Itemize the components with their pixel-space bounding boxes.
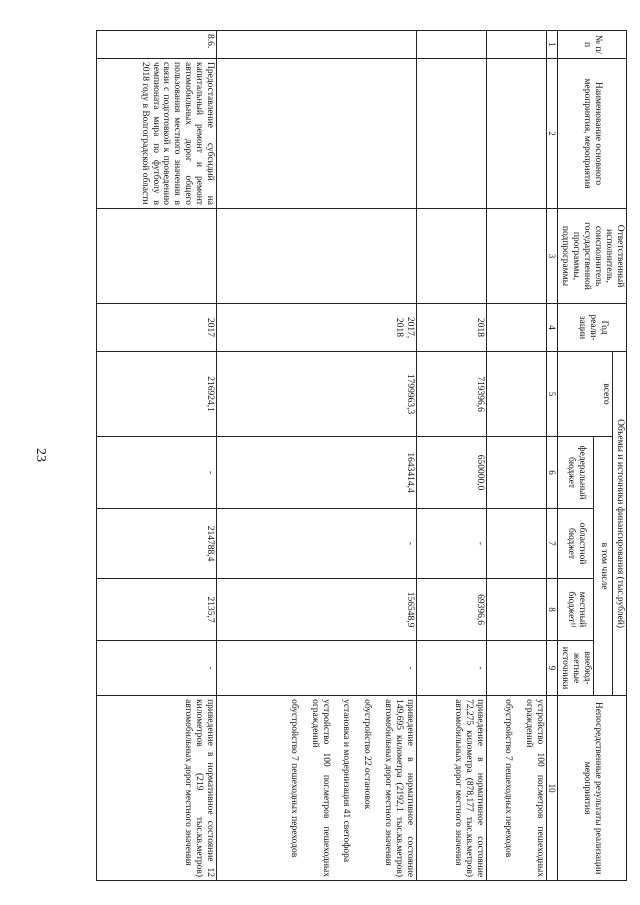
regional-cell: 214788,4: [97, 509, 217, 579]
local-cell: 69396,6: [417, 579, 487, 641]
header-num: № п/п: [558, 31, 627, 59]
result-item: приведение в нормативное состояние 12 километров (219 тыс.кв.метров) автомобильных дорог местного значения: [183, 699, 216, 878]
table-row: [487, 31, 547, 881]
results-cell: [97, 696, 217, 881]
total-cell: 1799963,3: [217, 352, 417, 437]
col-number: 9: [547, 641, 558, 696]
header-results: Непосредственные результаты реализации мероприятия: [558, 696, 627, 881]
col-number: 3: [547, 209, 558, 304]
header-extra: внебюд- жетные источники: [558, 641, 594, 696]
col-number: 6: [547, 437, 558, 509]
header-executor: Ответственный исполнитель, соисполнитель государственной программы, подпрограммы: [558, 209, 627, 304]
header-year: Год реали- зации: [558, 304, 627, 352]
col-number: 10: [547, 696, 558, 881]
results-cell: [487, 696, 547, 881]
rotated-page-content: [57, 30, 627, 880]
header-financing: Объемы и источники финансирования (тыс.рублей): [613, 352, 627, 696]
total-cell: 216924,1: [97, 352, 217, 437]
table-row: [417, 31, 487, 881]
page-number: 23: [33, 448, 48, 462]
year-cell: 2018: [417, 304, 487, 352]
extra-cell: -: [417, 641, 487, 696]
result-item: обустройство 7 пешеходных переходов: [503, 699, 514, 858]
header-federal: федеральный бюджет: [558, 437, 594, 509]
column-numbers-row: [547, 31, 558, 881]
result-item: приведение в нормативное состояние 72,275 километра (878,177 тыс.кв.метров) автомобильных дорог местного значения: [453, 699, 486, 878]
regional-cell: -: [417, 509, 487, 579]
year-cell: 2017: [97, 304, 217, 352]
col-number: 1: [547, 31, 558, 59]
results-cell: [217, 696, 417, 881]
local-cell: 2135,7: [97, 579, 217, 641]
header-including: в том числе: [594, 437, 613, 696]
table-row: [217, 31, 417, 881]
row-number-cell: 8.6.: [97, 31, 217, 59]
year-cell: 2017, 2018: [217, 304, 417, 352]
total-cell: 719396,6: [417, 352, 487, 437]
col-number: 7: [547, 509, 558, 579]
header-total: всего: [558, 352, 613, 437]
activity-name-cell: Предоставление субсидий на капитальный ремонт и ремонт автомобильных дорог общего пользования местного значения в связи с подготовкой к проведению чемпионата мира по футболу в 2018 году в Волгоградской области: [97, 59, 217, 209]
result-item: приведение в нормативное состояние 149,695 километра (2192,1 тыс.кв.метров) автомобильных дорог местного значения: [383, 699, 416, 878]
col-number: 5: [547, 352, 558, 437]
header-regional: областной бюджет: [558, 509, 594, 579]
header-name: Наименование основного мероприятия, мероприятия: [558, 59, 627, 209]
result-item: обустройство 7 пешеходных переходов: [288, 699, 299, 858]
federal-cell: 650000,0: [417, 437, 487, 509]
result-item: устройство 100 пог.метров пешеходных ограждений: [524, 699, 546, 878]
col-number: 4: [547, 304, 558, 352]
executor-cell: [97, 209, 217, 304]
results-cell: [417, 696, 487, 881]
program-table: [96, 30, 627, 881]
federal-cell: 1643414,4: [217, 437, 417, 509]
result-item: устройство 100 пог.метров пешеходных ограждений: [309, 699, 331, 878]
local-cell: 156548,9: [217, 579, 417, 641]
header-local: местный бюджет¹⁾: [558, 579, 594, 641]
extra-cell: -: [97, 641, 217, 696]
federal-cell: -: [97, 437, 217, 509]
regional-cell: -: [217, 509, 417, 579]
result-item: установка и модернизация 41 светофора: [341, 699, 352, 863]
table-row: [97, 31, 217, 881]
col-number: 8: [547, 579, 558, 641]
header-row-1: [613, 31, 627, 881]
col-number: 2: [547, 59, 558, 209]
extra-cell: -: [217, 641, 417, 696]
result-item: обустройство 22 остановок: [362, 699, 373, 810]
